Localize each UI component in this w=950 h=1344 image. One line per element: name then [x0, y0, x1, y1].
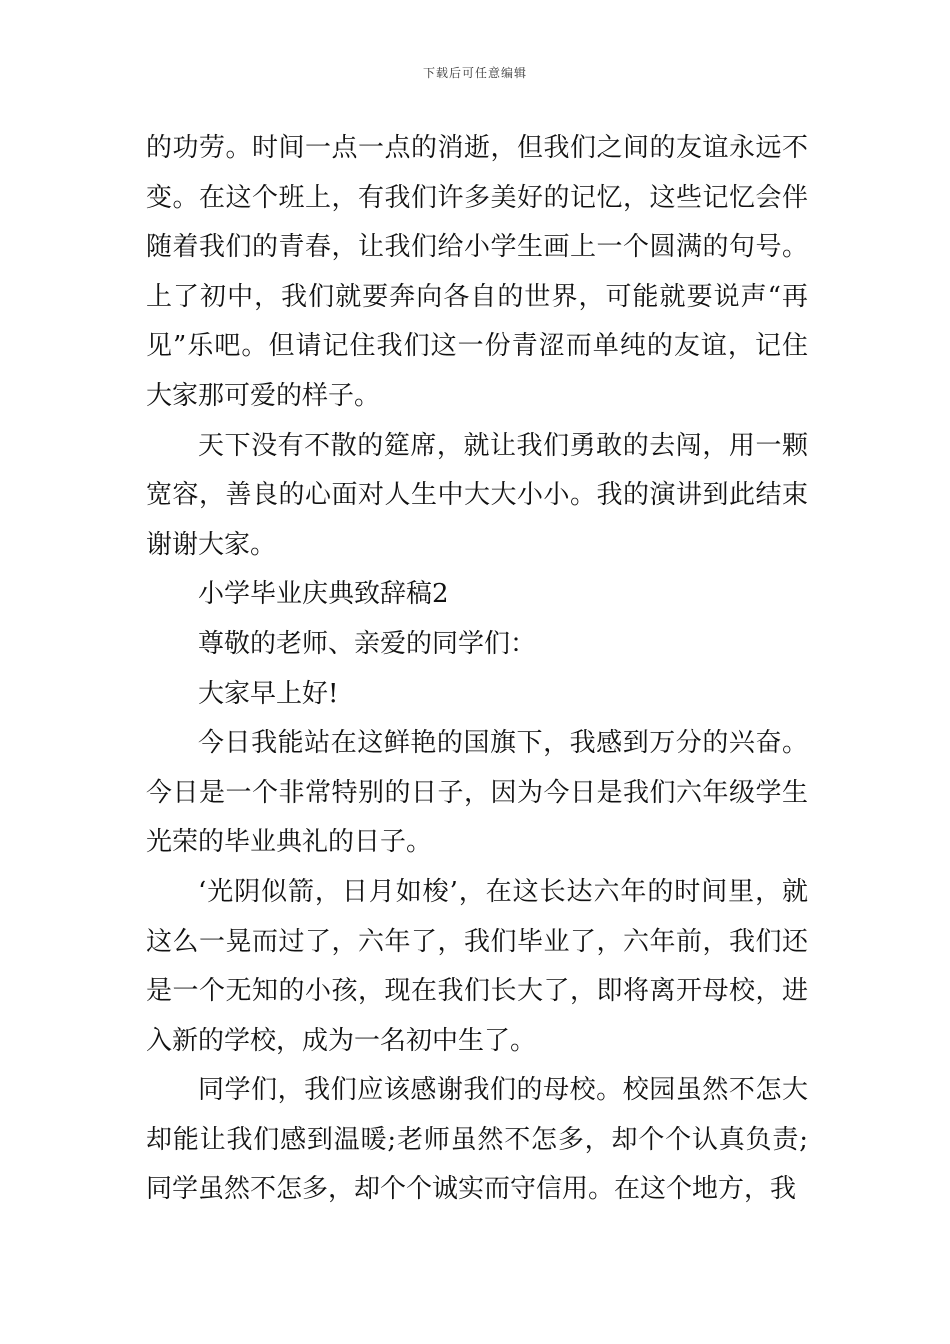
page-header-note: 下载后可任意编辑	[422, 66, 527, 80]
paragraph-7: ‘光阴似箭，日月如梭’，在这长达六年的时间里，就这么一晃而过了，六年了，我们毕业了，六年前，我们还是一个无知的小孩，现在我们长大了，即将离开母校，进入新的学校，成为一名初中生了。	[146, 876, 808, 1056]
paragraph-6: 今日我能站在这鲜艳的国旗下，我感到万分的兴奋。今日是一个非常特别的日子，因为今日是我们六年级学生光荣的毕业典礼的日子。	[146, 728, 808, 858]
section-title: 小学毕业庆典致辞稿2	[198, 579, 449, 610]
paragraph-1: 的功劳。时间一点一点的消逝，但我们之间的友谊永远不变。在这个班上，有我们许多美好的记忆，这些记忆会伴随着我们的青春，让我们给小学生画上一个圆满的句号。上了初中，我们就要奔向各自的世界，可能就要说声“再见”乐吧。但请记住我们这一份青涩而单纯的友谊，记住大家那可爱的样子。	[146, 133, 808, 411]
paragraph-2: 天下没有不散的筵席，就让我们勇敢的去闯，用一颗宽容，善良的心面对人生中大大小小。我的演讲到此结束谢谢大家。	[146, 430, 808, 560]
document-body	[146, 124, 808, 1215]
paragraph-8: 同学们，我们应该感谢我们的母校。校园虽然不怎大却能让我们感到温暖;老师虽然不怎多，却个个认真负责;同学虽然不怎多，却个个诚实而守信用。在这个地方，我	[146, 1075, 808, 1205]
greeting: 大家早上好!	[198, 678, 339, 709]
salutation: 尊敬的老师、亲爱的同学们：	[198, 628, 537, 659]
